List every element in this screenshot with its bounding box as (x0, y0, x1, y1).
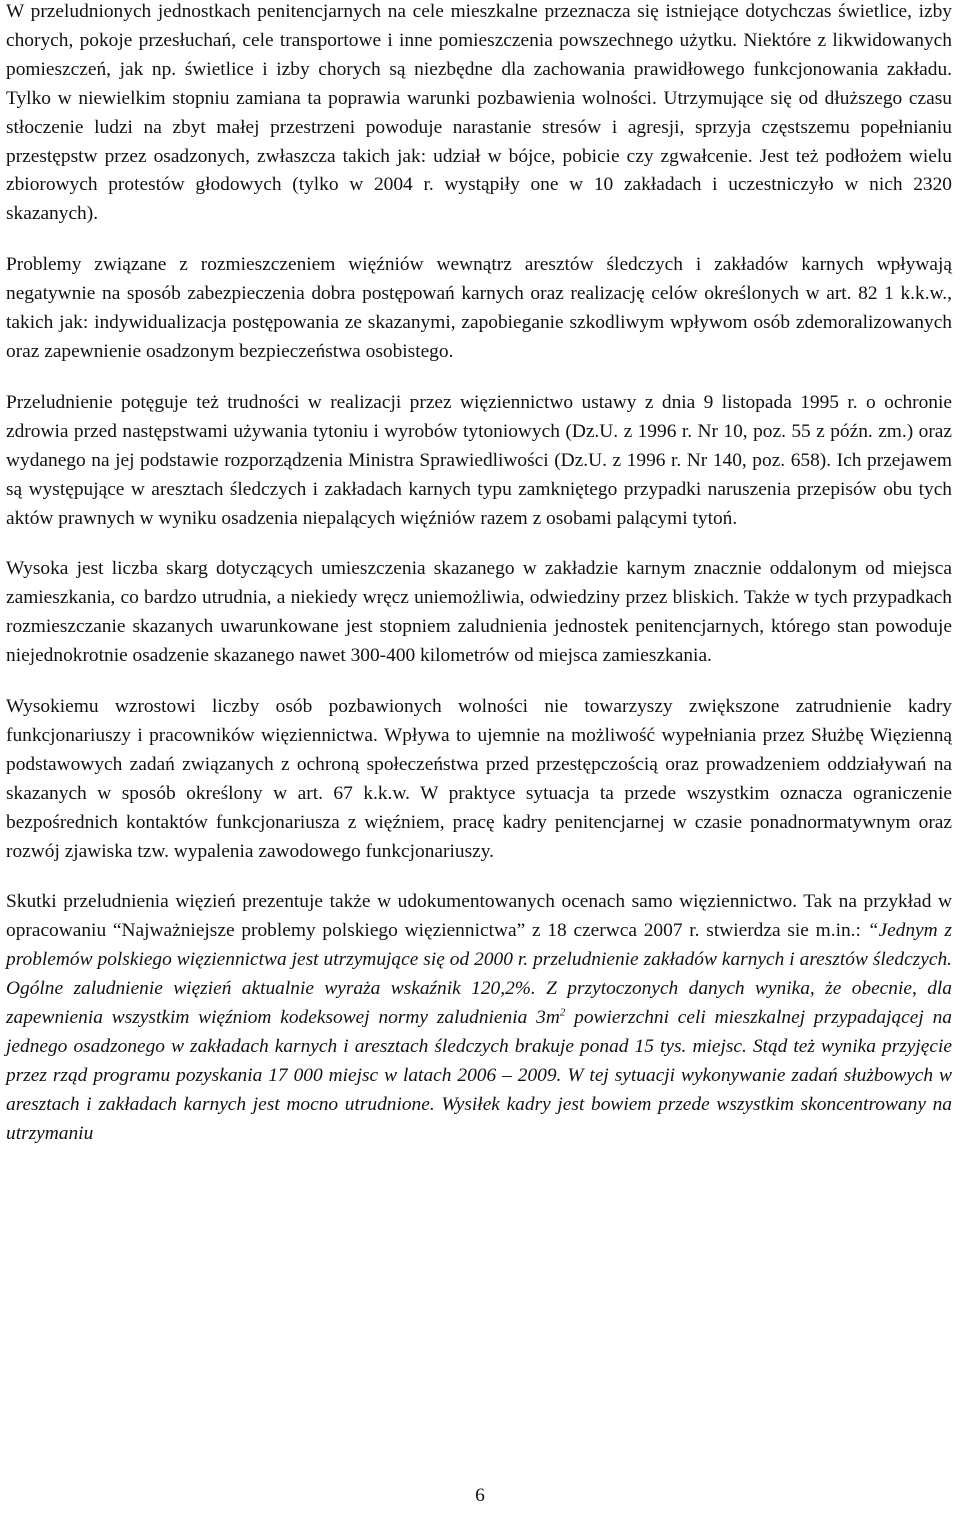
report-quote-part-1: “Jednym z problemów polskiego więziennictwa jest utrzymujące się od 2000 r. przeludnienie zakładów karnych i aresztów śledczych. Ogólne zaludnienie więzień aktualnie wyraża wskaźnik 120,2%. Z przytoczonych danych wynika, że obecnie, dla zapewnienia wszystkim więźniom kodeksowej normy zaludnienia 3m (6, 920, 952, 1029)
paragraph-staffing: Wysokiemu wzrostowi liczby osób pozbawionych wolności nie towarzyszy zwiększone zatrudnienie kadry funkcjonariuszy i pracowników więziennictwa. Wpływa to ujemnie na możliwość wypełniania przez Służbę Więzienną podstawowych zadań związanych z ochroną społeczeństwa przed przestępczością oraz prowadzeniem oddziaływań na skazanych w sposób określony w art. 67 k.k.w. W praktyce sytuacja ta przede wszystkim oznacza ograniczenie bezpośrednich kontaktów funkcjonariusza z więźniem, pracę kadry penitencjarnej w czasie ponadnormatywnym oraz rozwój zjawiska tzw. wypalenia zawodowego funkcjonariuszy. (6, 696, 952, 862)
paragraph-distance-complaints: Wysoka jest liczba skarg dotyczących umieszczenia skazanego w zakładzie karnym znacznie oddalonym od miejsca zamieszkania, co bardzo utrudnia, a niekiedy wręcz uniemożliwia, odwiedziny przez bliskich. Także w tych przypadkach rozmieszczanie skazanych uwarunkowane jest stopniem zaludnienia jednostek penitencjarnych, którego stan powoduje niejednokrotnie osadzenie skazanego nawet 300-400 kilometrów od miejsca zamieszkania. (6, 558, 952, 667)
paragraph-prisoner-placement: Problemy związane z rozmieszczeniem więźniów wewnątrz aresztów śledczych i zakładów karnych wpływają negatywnie na sposób zabezpieczenia dobra postępowań karnych oraz realizację celów określonych w art. 82 1 k.k.w., takich jak: indywidualizacja postępowania ze skazanymi, zapobieganie szkodliwym wpływom osób zdemoralizowanych oraz zapewnienie osadzonym bezpieczeństwa osobistego. (6, 254, 952, 362)
paragraph-prison-service-report (6, 888, 952, 1148)
report-intro-text: Skutki przeludnienia więzień prezentuje także w udokumentowanych ocenach samo więziennictwo. Tak na przykład w opracowaniu “Najważniejsze problemy polskiego więziennictwa” z 18 czerwca 2007 r. stwierdza sie m.in.: (6, 891, 952, 942)
paragraph-overcrowding-cells: W przeludnionych jednostkach penitencjarnych na cele mieszkalne przeznacza się istniejące dotychczas świetlice, izby chorych, pokoje przesłuchań, cele transportowe i inne pomieszczenia powszechnego użytku. Niektóre z likwidowanych pomieszczeń, jak np. świetlice i izby chorych są niezbędne dla zachowania prawidłowego funkcjonowania zakładu. Tylko w niewielkim stopniu zamiana ta poprawia warunki pozbawienia wolności. Utrzymujące się od dłuższego czasu stłoczenie ludzi na zbyt małej przestrzeni powoduje narastanie stresów i agresji, sprzyja częstszemu popełnianiu przestępstw przez osadzonych, zwłaszcza takich jak: udział w bójce, pobicie czy zgwałcenie. Jest też podłożem wielu zbiorowych protestów głodowych (tylko w 2004 r. wystąpiły one w 10 zakładach i uczestniczyło w nich 2320 skazanych). (6, 1, 952, 225)
page-number: 6 (475, 1485, 485, 1506)
square-meter-superscript: 2 (559, 1006, 566, 1019)
paragraph-tobacco-law: Przeludnienie potęguje też trudności w realizacji przez więziennictwo ustawy z dnia 9 listopada 1995 r. o ochronie zdrowia przed następstwami używania tytoniu i wyrobów tytoniowych (Dz.U. z 1996 r. Nr 10, poz. 55 z późn. zm.) oraz wydanego na jej podstawie rozporządzenia Ministra Sprawiedliwości (Dz.U. z 1996 r. Nr 140, poz. 658). Ich przejawem są występujące w aresztach śledczych i zakładach karnych typu zamkniętego przypadki naruszenia przepisów obu tych aktów prawnych w wyniku osadzenia niepalących więźniów razem z osobami palącymi tytoń. (6, 391, 952, 529)
report-quote-part-2: powierzchni celi mieszkalnej przypadającej na jednego osadzonego w zakładach karnych i aresztach śledczych brakuje ponad 15 tys. miejsc. Stąd też wynika przyjęcie przez rząd programu pozyskania 17 000 miejsc w latach 2006 – 2009. W tej sytuacji wykonywanie zadań służbowych w aresztach i zakładach karnych jest mocno utrudnione. Wysiłek kadry jest bowiem przede wszystkim skoncentrowany na utrzymaniu (6, 1007, 952, 1144)
document-page (6, 0, 952, 1149)
